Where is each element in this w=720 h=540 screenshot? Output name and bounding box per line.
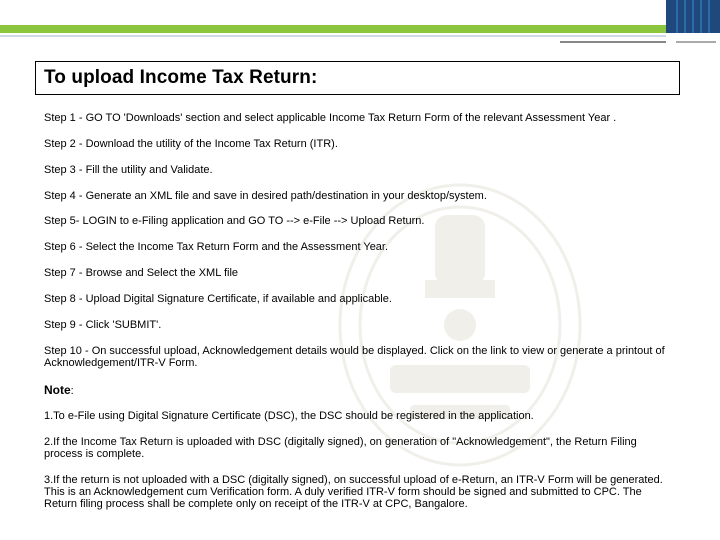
green-accent-bar	[0, 25, 666, 33]
note-heading	[44, 384, 74, 397]
step-4: Step 4 - Generate an XML file and save in desired path/destination in your desktop/system.	[44, 190, 487, 202]
step-9: Step 9 - Click 'SUBMIT'.	[44, 319, 162, 331]
step-1: Step 1 - GO TO 'Downloads' section and select applicable Income Tax Return Form of the relevant Assessment Year .	[44, 112, 617, 124]
top-banner	[0, 0, 666, 25]
step-10: Step 10 - On successful upload, Acknowledgement details would be displayed. Click on the link to view or generate a printout of Acknowledgement/ITR-V Form.	[44, 345, 665, 369]
note-1: 1.To e-File using Digital Signature Certificate (DSC), the DSC should be registered in the application.	[44, 410, 534, 422]
step-7: Step 7 - Browse and Select the XML file	[44, 267, 239, 279]
page-title: To upload Income Tax Return:	[44, 67, 318, 88]
title-box	[35, 61, 680, 95]
note-colon: :	[70, 385, 74, 397]
step-3: Step 3 - Fill the utility and Validate.	[44, 164, 213, 176]
step-8: Step 8 - Upload Digital Signature Certificate, if available and applicable.	[44, 293, 392, 305]
step-5: Step 5- LOGIN to e-Filing application and GO TO --> e-File --> Upload Return.	[44, 215, 425, 227]
note-3: 3.If the return is not uploaded with a DSC (digitally signed), on successful upload of e-Return, an ITR-V Form will be generated. This is an Acknowledgement cum Verification form. A duly verified ITR-V form should be signed and submitted to CPC. The Return filing process shall be complete only on receipt of the ITR-V at CPC, Bangalore.	[44, 474, 663, 510]
note-2: 2.If the Income Tax Return is uploaded with DSC (digitally signed), on generation of "Acknowledgement", the Return Filing process is complete.	[44, 436, 637, 460]
corner-stripes	[670, 0, 716, 33]
header-underline-right	[676, 41, 716, 43]
header-divider	[0, 35, 666, 37]
step-6: Step 6 - Select the Income Tax Return Form and the Assessment Year.	[44, 241, 389, 253]
note-label: Note	[44, 383, 71, 397]
step-2: Step 2 - Download the utility of the Income Tax Return (ITR).	[44, 138, 338, 150]
header-underline	[560, 41, 666, 43]
